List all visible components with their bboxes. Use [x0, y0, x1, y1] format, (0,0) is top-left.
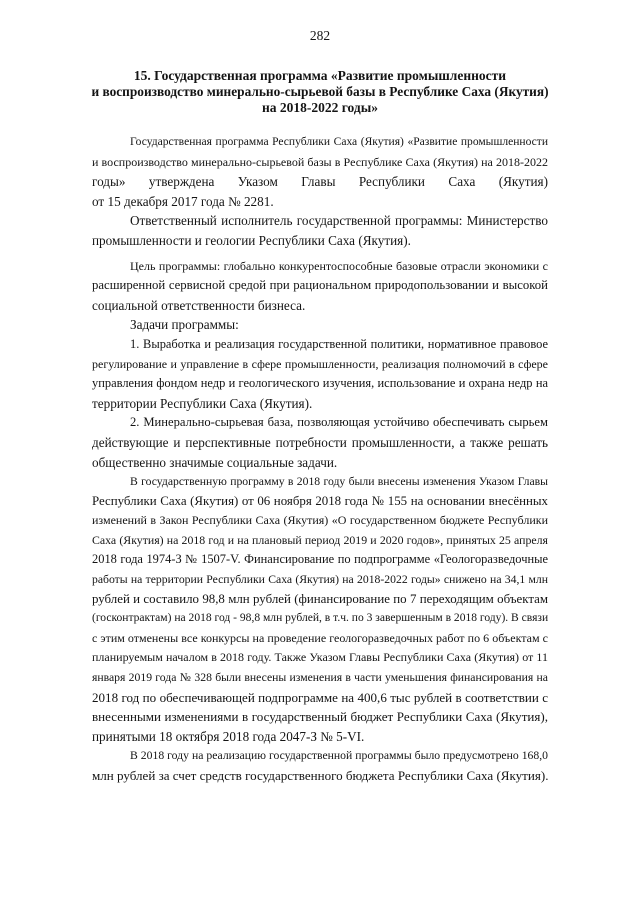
text-line: расширенной сервисной средой при рациональном природопользовании и высокой	[92, 278, 548, 293]
text-line: Республики Саха (Якутия) от 06 ноября 2018 года № 155 на основании внесённых	[92, 493, 548, 508]
text-line: В государственную программу в 2018 году были внесены изменения Указом Главы	[130, 475, 548, 489]
text-line: млн рублей за счет средств государственного бюджета Республики Саха (Якутия).	[92, 768, 549, 783]
text-line: от 15 декабря 2017 года № 2281.	[92, 193, 274, 209]
text-line: В 2018 году на реализацию государственной программы было предусмотрено 168,0	[130, 749, 548, 763]
text-line: и воспроизводство минерально-сырьевой базы в Республике Саха (Якутия) на 2018-2022	[92, 154, 548, 169]
text-line: 2018 года 1974-З № 1507-V. Финансирование по подпрограмме «Геологоразведочные	[92, 552, 548, 567]
text-line: с этим отменены все конкурсы на проведение геологоразведочных работ по 6 объектам с	[92, 630, 548, 645]
text-line: территории Республики Саха (Якутия).	[92, 395, 313, 411]
body-text	[92, 133, 548, 786]
text-line: действующие и перспективные потребности промышленности, а также решать	[92, 434, 548, 450]
text-line: Цель программы: глобально конкурентоспособные базовые отрасли экономики с	[130, 258, 548, 273]
text-line: 2. Минерально-сырьевая база, позволяющая устойчиво обеспечивать сырьем	[130, 415, 548, 430]
text-line: изменений в Закон Республики Саха (Якутия) «О государственном бюджете Республики	[92, 513, 548, 528]
text-line: принятыми 18 октября 2018 года 2047-З № 5-VI.	[92, 728, 365, 744]
text-line: Задачи программы:	[130, 317, 239, 333]
text-line: социальной ответственности бизнеса.	[92, 297, 306, 313]
text-line: работы на территории Республики Саха (Якутия) на 2018-2022 годы» снижено на 34,1 млн	[92, 573, 548, 587]
heading-line: и воспроизводство минерально-сырьевой базы в Республике Саха (Якутия)	[91, 84, 549, 99]
text-line: внесенными изменениями в государственный бюджет Республики Саха (Якутия),	[92, 709, 548, 725]
text-line: (госконтрактам) на 2018 год - 98,8 млн рублей, в т.ч. по 3 завершенным в 2018 году). В связи	[92, 612, 549, 625]
text-line: управления фондом недр и геологического изучения, использование и охрана недр на	[92, 376, 548, 391]
text-line: годы» утверждена Указом Главы Республики Саха (Якутия)	[92, 174, 548, 190]
text-line: планируемым началом в 2018 году. Также Указом Главы Республики Саха (Якутия) от 11	[92, 650, 548, 665]
text-line: Саха (Якутия) на 2018 год и на плановый период 2019 и 2020 годов», принятых 25 апреля	[92, 532, 548, 547]
text-line: 1. Выработка и реализация государственной политики, нормативное правовое	[130, 336, 548, 351]
text-line: Государственная программа Республики Саха (Якутия) «Развитие промышленности	[130, 136, 548, 148]
text-line: рублей и составило 98,8 млн рублей (финансирование по 7 переходящим объектам	[92, 591, 548, 606]
section-heading	[90, 68, 550, 116]
text-line: Ответственный исполнитель государственной программы: Министерство	[130, 213, 548, 229]
text-line: 2018 год по обеспечивающей подпрограмме на 400,6 тыс рублей в соответствии с	[92, 689, 548, 705]
heading-line: 15. Государственная программа «Развитие промышленности	[133, 68, 507, 83]
text-line: промышленности и геологии Республики Саха (Якутия).	[92, 232, 411, 248]
heading-line: на 2018-2022 годы»	[261, 100, 379, 115]
page-number: 282	[309, 28, 331, 43]
text-line: регулирование и управление в сфере промышленности, реализация полномочий в сфере	[92, 356, 548, 371]
text-line: общественно значимые социальные задачи.	[92, 454, 338, 470]
text-line: января 2019 года № 328 были внесены изменения в части уменьшения финансирования на	[92, 671, 548, 685]
